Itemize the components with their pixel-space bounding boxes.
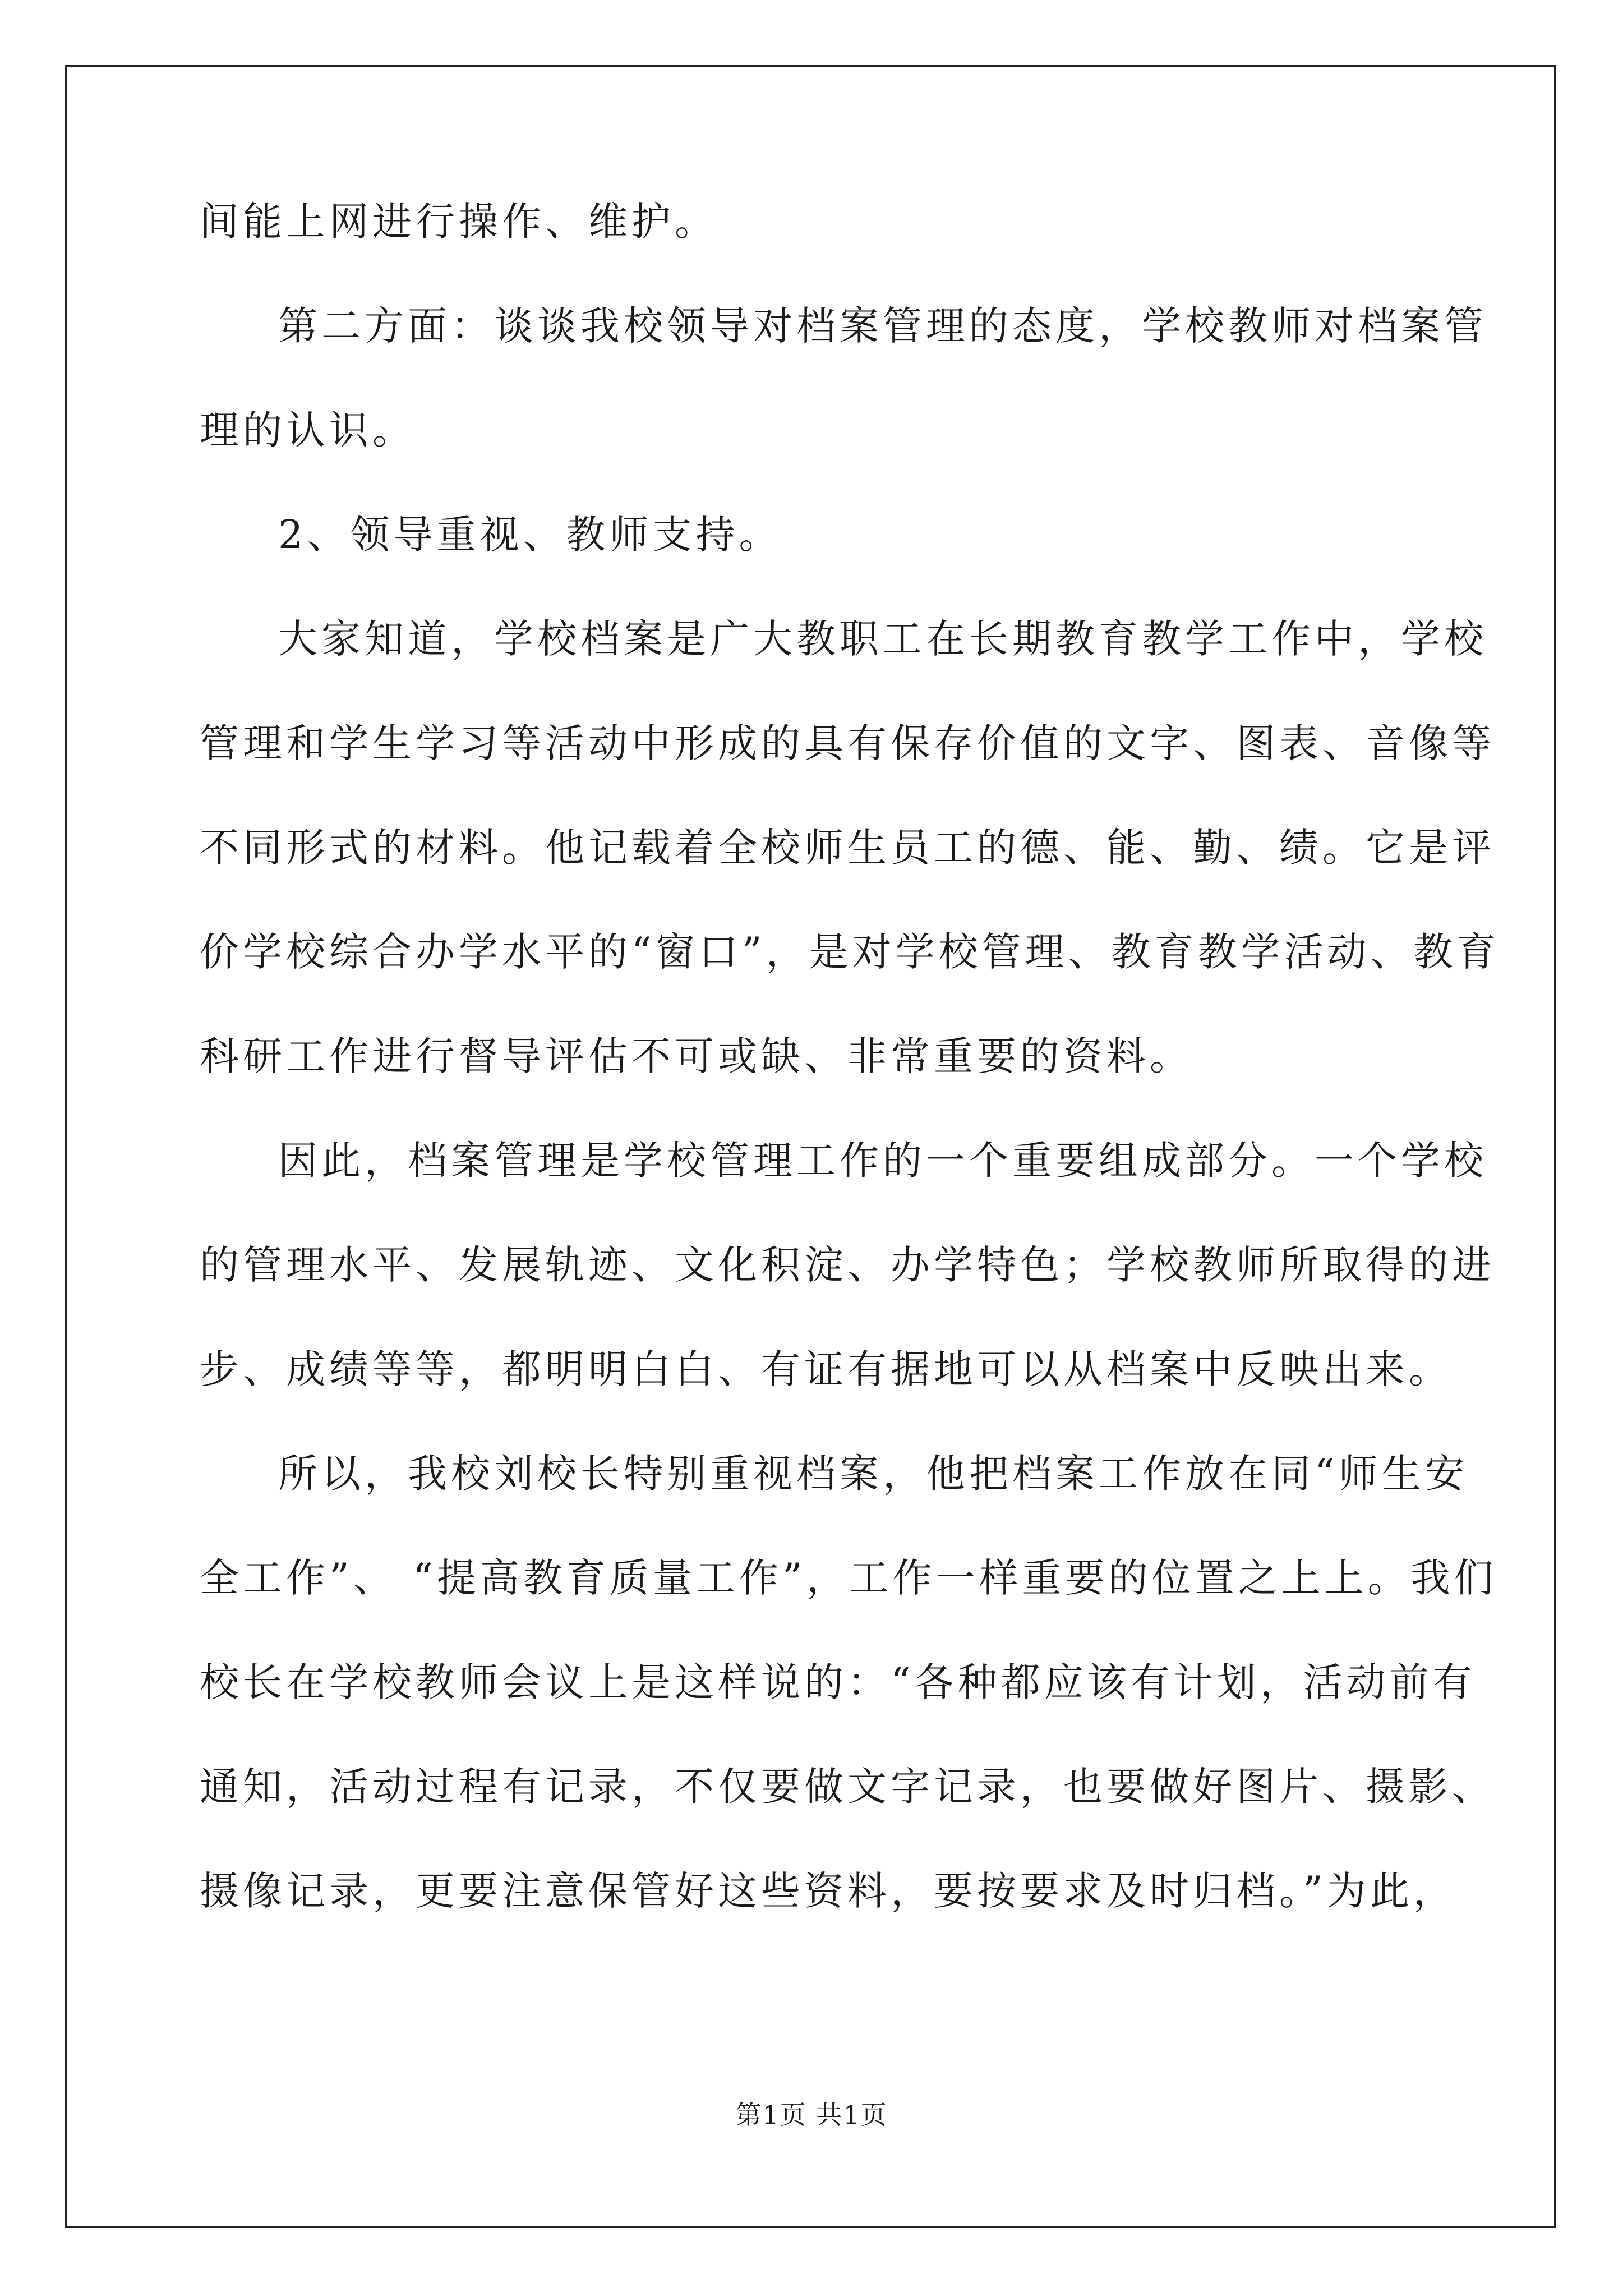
text-line: 步、成绩等等，都明明白白、有证有据地可以从档案中反映出来。	[200, 1346, 1452, 1392]
text-line: 价学校综合办学水平的“窗口”，是对学校管理、教育教学活动、教育	[200, 929, 1500, 975]
text-line: 校长在学校教师会议上是这样说的：“各种都应该有计划，活动前有	[200, 1659, 1476, 1705]
text-line: 的管理水平、发展轨迹、文化积淀、办学特色；学校教师所取得的进	[200, 1242, 1495, 1288]
text-line: 大家知道，学校档案是广大教职工在长期教育教学工作中，学校	[278, 616, 1487, 662]
text-line: 摄像记录，更要注意保管好这些资料，要按要求及时归档。”为此，	[200, 1868, 1456, 1914]
text-line: 理的认识。	[200, 407, 416, 453]
text-line: 第二方面：谈谈我校领导对档案管理的态度，学校教师对档案管	[278, 303, 1487, 349]
text-line: 因此，档案管理是学校管理工作的一个重要组成部分。一个学校	[278, 1138, 1487, 1184]
text-line: 2、领导重视、教师支持。	[278, 512, 782, 558]
text-line: 通知，活动过程有记录，不仅要做文字记录，也要做好图片、摄影、	[200, 1764, 1495, 1810]
text-line: 科研工作进行督导评估不可或缺、非常重要的资料。	[200, 1033, 1193, 1079]
text-line: 全工作”、 “提高教育质量工作”，工作一样重要的位置之上上。我们	[200, 1555, 1497, 1601]
text-line: 管理和学生学习等活动中形成的具有保存价值的文字、图表、音像等	[200, 720, 1495, 766]
page-number: 第1页 共1页	[735, 2100, 888, 2130]
text-line: 不同形式的材料。他记载着全校师生员工的德、能、勤、绩。它是评	[200, 825, 1495, 871]
text-line: 所以，我校刘校长特别重视档案，他把档案工作放在同“师生安	[278, 1451, 1468, 1497]
text-line: 间能上网进行操作、维护。	[200, 199, 718, 245]
